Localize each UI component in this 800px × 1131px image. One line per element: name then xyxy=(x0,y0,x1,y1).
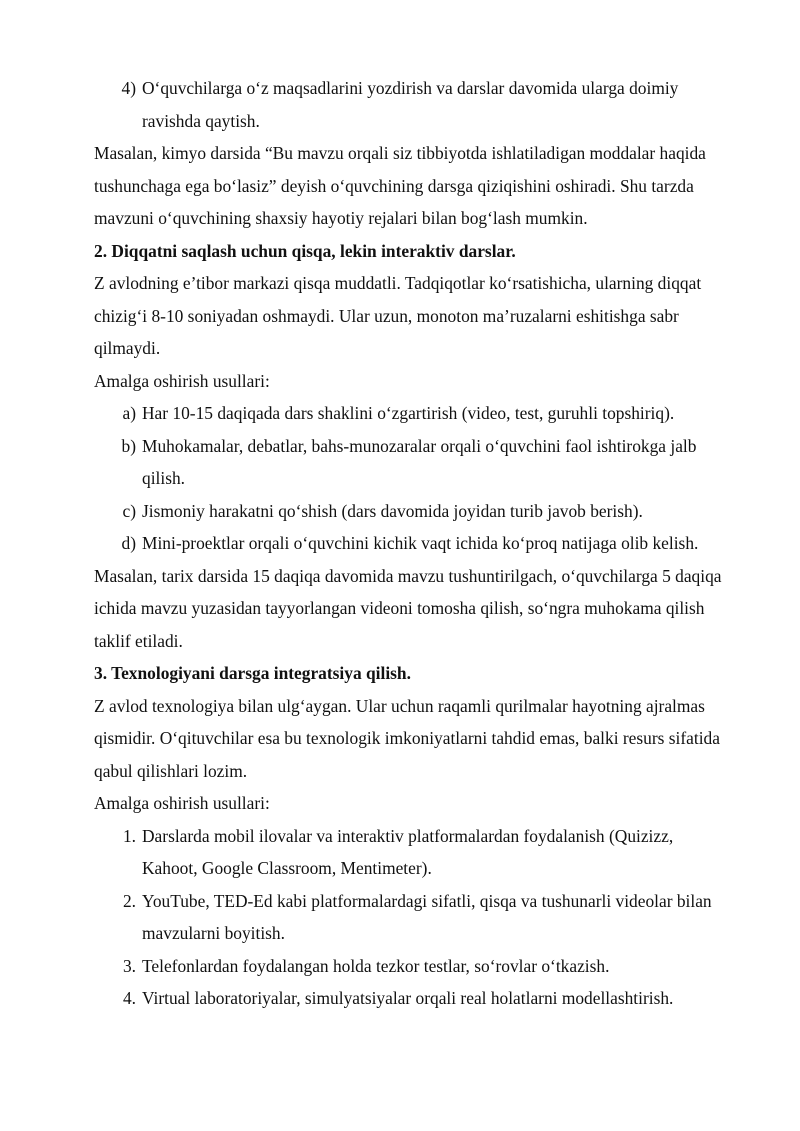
paragraph-example: Masalan, tarix darsida 15 daqiqa davomida mavzu tushuntirilgach, o‘quvchilarga 5 daqiqa ichida mavzu yuzasidan tayyorlangan videoni tomosha qilish, so‘ngra muhokama qilish taklif etiladi. xyxy=(94,565,722,651)
list-item-text: Jismoniy harakatni qo‘shish (dars davomida joyidan turib javob berish). xyxy=(142,500,643,521)
section-heading: 3. Texnologiyani darsga integratsiya qilish. xyxy=(94,663,411,683)
list-item xyxy=(94,950,728,983)
list-marker: c) xyxy=(122,500,136,521)
list-item-text: Darslarda mobil ilovalar va interaktiv platformalardan foydalanish (Quizizz, Kahoot, Google Classroom, Mentimeter). xyxy=(142,825,674,878)
list-marker: a) xyxy=(122,403,136,423)
list-item-text: Muhokamalar, debatlar, bahs-munozaralar orqali o‘quvchini faol ishtirokga jalb qilish. xyxy=(142,435,697,488)
list-item xyxy=(94,397,728,430)
list-item-text: Mini-proektlar orqali o‘quvchini kichik vaqt ichida ko‘proq natijaga olib kelish. xyxy=(142,533,699,553)
list-marker: 2. xyxy=(122,890,136,911)
paragraph-example: Masalan, kimyo darsida “Bu mavzu orqali siz tibbiyotda ishlatiladigan moddalar haqida tushunchaga ega bo‘lasiz” deyish o‘quvchining darsga qiziqishini oshiradi. Shu tarzda mavzuni o‘quvchining shaxsiy hayotiy rejalari bilan bog‘lash mumkin. xyxy=(94,143,706,228)
list-item-text: Har 10-15 daqiqada dars shaklini o‘zgartirish (video, test, guruhli topshiriq). xyxy=(142,403,675,423)
methods-label: Amalga oshirish usullari: xyxy=(94,793,270,813)
list-item-text: Virtual laboratoriyalar, simulyatsiyalar orqali real holatlarni modellashtirish. xyxy=(142,988,674,1008)
list-item xyxy=(94,820,728,885)
list-marker: d) xyxy=(121,533,136,553)
list-marker: 3. xyxy=(122,955,136,976)
list-marker: b) xyxy=(121,435,136,456)
list-marker: 4. xyxy=(122,988,136,1008)
list-item-text: O‘quvchilarga o‘z maqsadlarini yozdirish va darslar davomida ularga doimiy ravishda qaytish. xyxy=(142,78,679,131)
list-item xyxy=(94,982,728,1015)
paragraph-intro: Z avlodning e’tibor markazi qisqa muddatli. Tadqiqotlar ko‘rsatishicha, ularning diqqat chizig‘i 8-10 soniyadan oshmaydi. Ular uzun, monoton ma’ruzalarni eshitishga sabr qilmaydi. xyxy=(94,273,702,358)
list-marker: 4) xyxy=(121,78,136,98)
list-item-text: Telefonlardan foydalangan holda tezkor testlar, so‘rovlar o‘tkazish. xyxy=(142,955,610,976)
paragraph-intro: Z avlod texnologiya bilan ulg‘aygan. Ular uchun raqamli qurilmalar hayotning ajralmas qismidir. O‘qituvchilar esa bu texnologik imkoniyatlarni tahdid emas, balki resurs sifatida qabul qilishlari lozim. xyxy=(94,695,720,781)
list-item xyxy=(94,72,728,137)
section-heading: 2. Diqqatni saqlash uchun qisqa, lekin interaktiv darslar. xyxy=(94,240,516,261)
list-item xyxy=(94,430,728,495)
list-marker: 1. xyxy=(122,825,136,846)
list-item-text: YouTube, TED-Ed kabi platformalardagi sifatli, qisqa va tushunarli videolar bilan mavzularni boyitish. xyxy=(142,890,712,943)
list-item xyxy=(94,527,728,560)
list-item xyxy=(94,885,728,950)
list-item xyxy=(94,495,728,528)
methods-label: Amalga oshirish usullari: xyxy=(94,370,270,391)
